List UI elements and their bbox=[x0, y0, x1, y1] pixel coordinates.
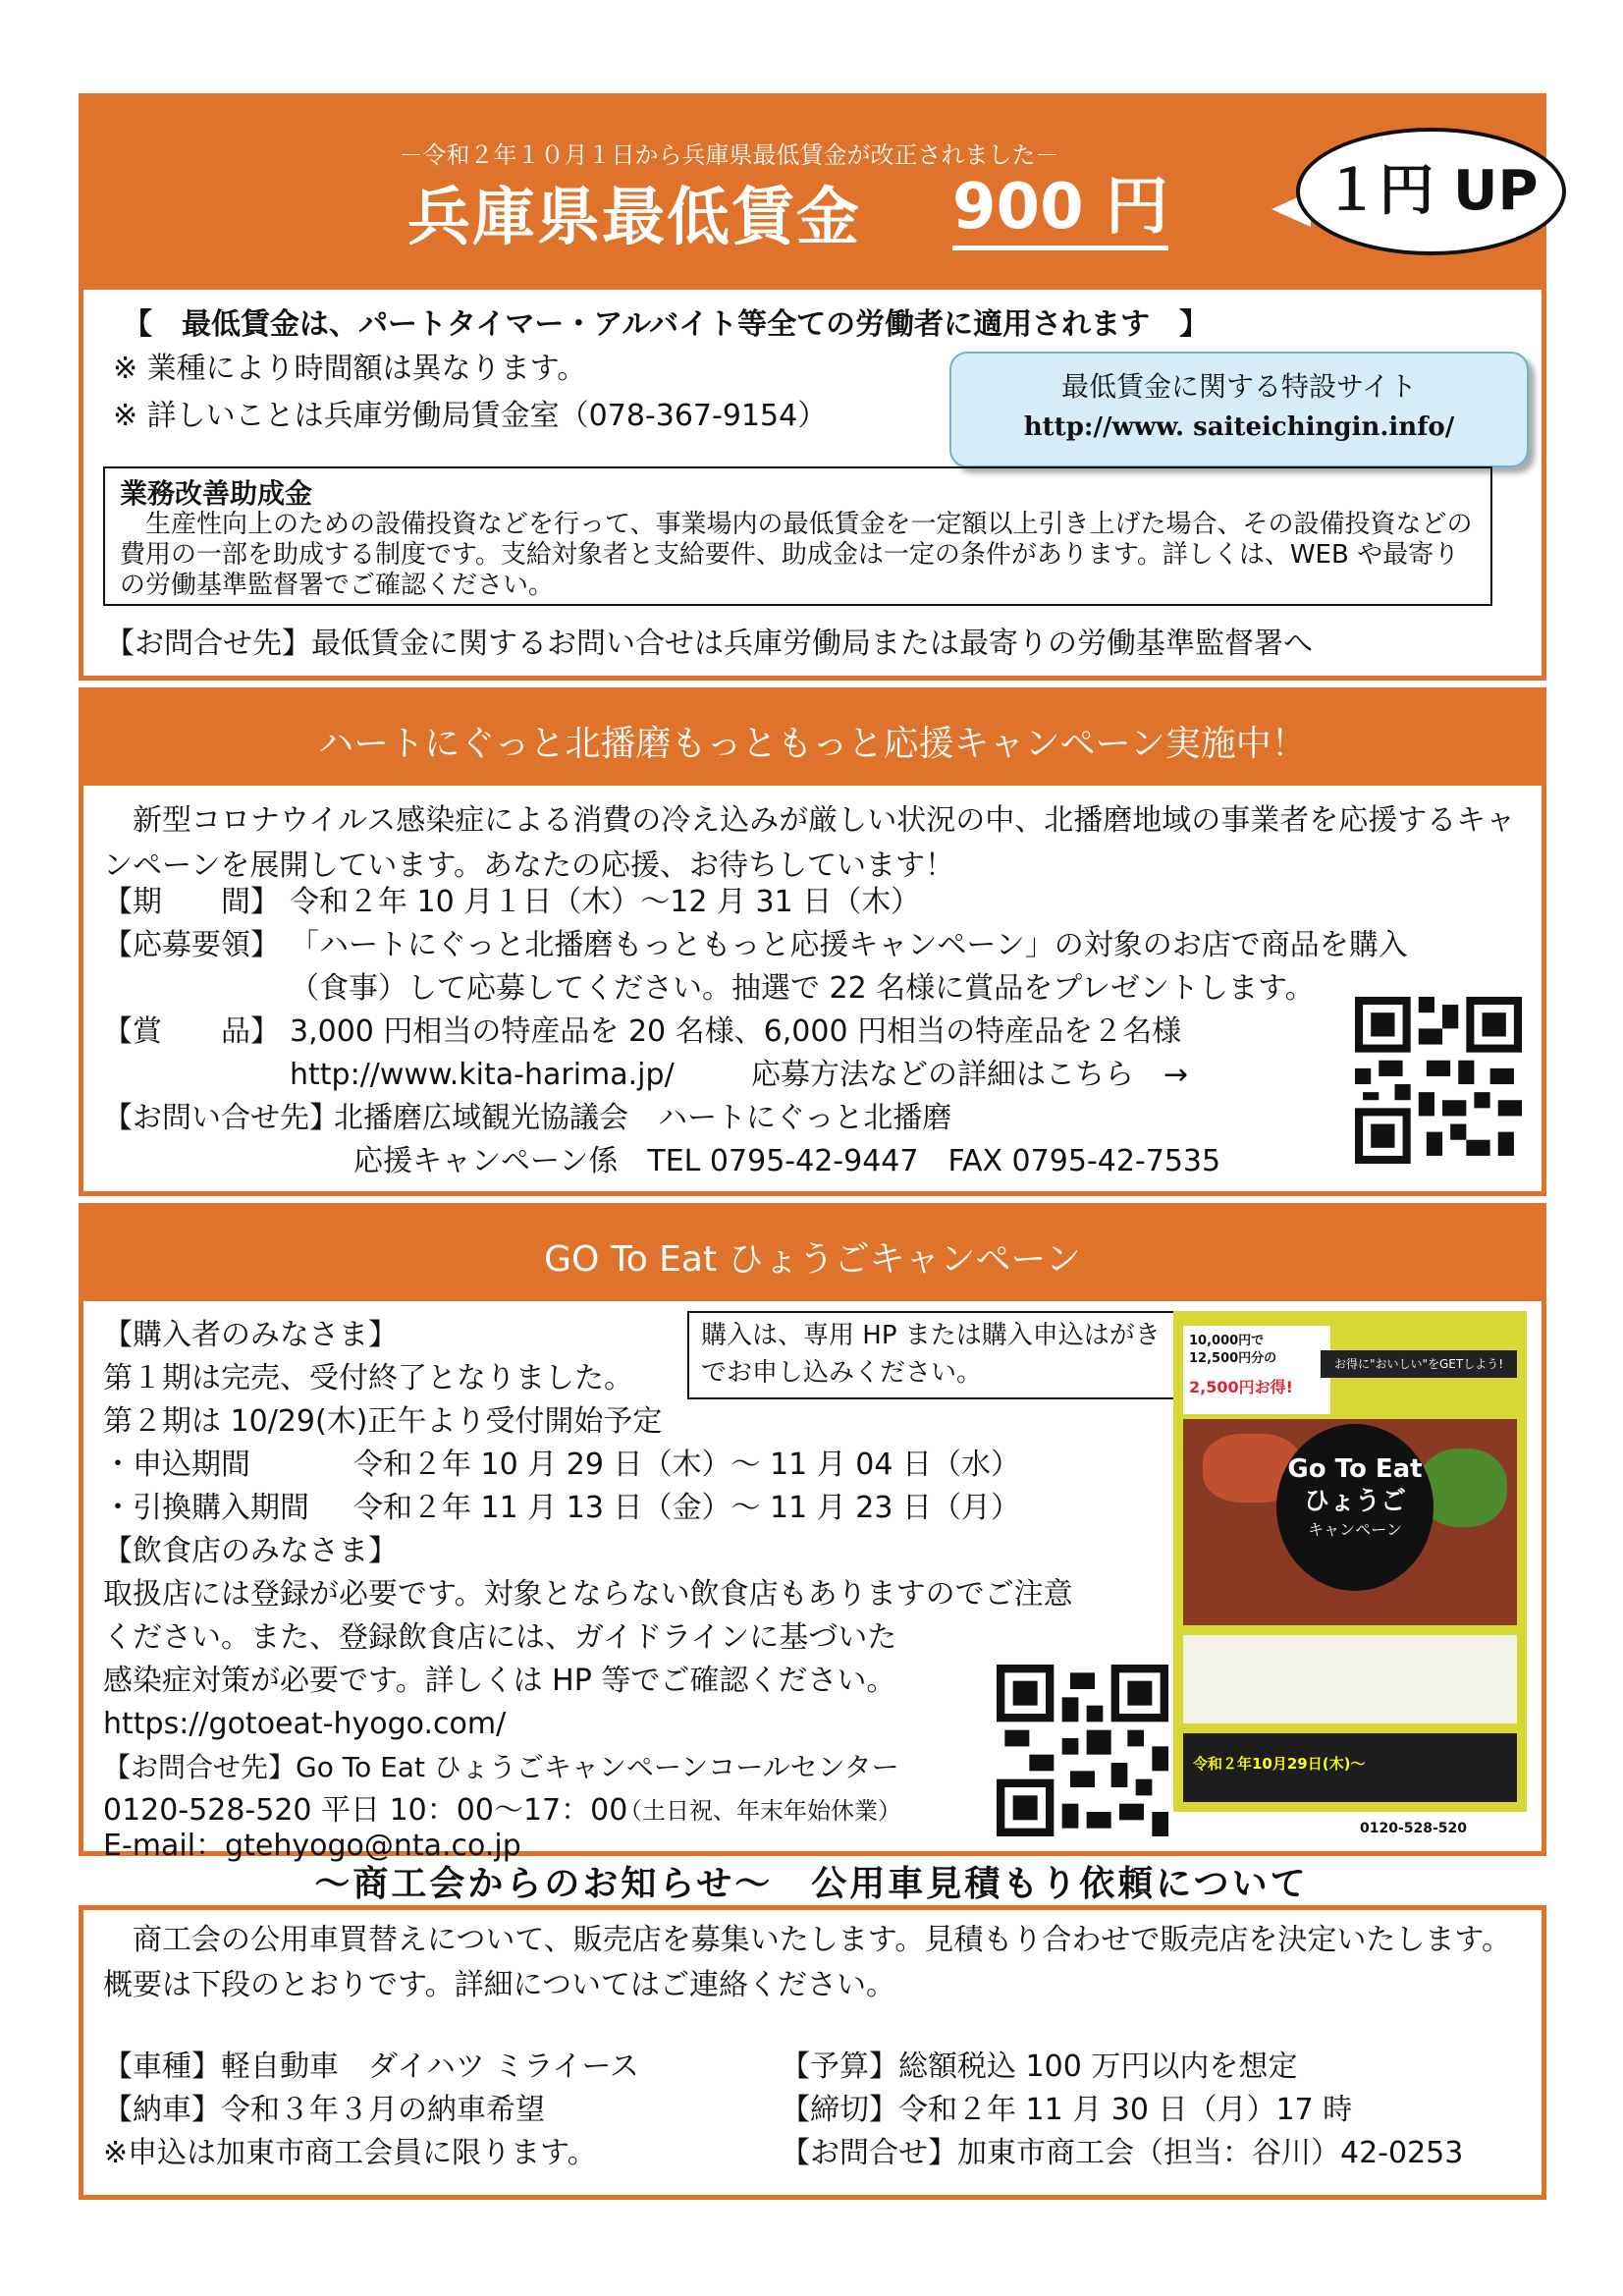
campaign-contact-1: 北播磨広域観光協議会 ハートにぐっと北播磨 bbox=[334, 1101, 952, 1135]
vehicle-quote-section bbox=[79, 1905, 1546, 2200]
increase-badge: １円 UP bbox=[1296, 128, 1566, 255]
exchange-period-value: 令和２年 11 月 13 日（金）～ 11 月 23 日（月） bbox=[353, 1491, 1020, 1525]
gotoeat-section bbox=[79, 1203, 1546, 1863]
poster-details-panel bbox=[1183, 1635, 1517, 1723]
campaign-contact-2: 応援キャンペーン係 TEL 0795-42-9447 FAX 0795-42-7535 bbox=[353, 1144, 1221, 1178]
poster-date: 令和２年10月29日(木)～ bbox=[1193, 1755, 1366, 1773]
subsidy-body: 生産性向上のための設備投資などを行って、事業場内の最低賃金を一定額以上引き上げた場合、その設備投資などの費用の一部を助成する制度です。支給対象者と支給要件、助成金は一定の条件があります。詳しくは、WEB や最寄りの労働基準監督署でご確認ください。 bbox=[120, 510, 1473, 600]
phase1-text: 第１期は完売、受付終了となりました。 bbox=[103, 1361, 633, 1395]
gotoeat-url-link[interactable]: https://gotoeat-hyogo.com/ bbox=[103, 1707, 507, 1741]
wage-contact: 【お問合せ先】最低賃金に関するお問い合せは兵庫労働局または最寄りの労働基準監督署へ bbox=[105, 627, 1313, 661]
exchange-period-label: ・引換購入期間 bbox=[103, 1491, 309, 1525]
poster-dates-panel bbox=[1183, 1733, 1517, 1802]
apply-label: 【応募要領】 bbox=[103, 928, 280, 962]
special-site-title: 最低賃金に関する特設サイト bbox=[1060, 370, 1418, 403]
apply-period-label: ・申込期間 bbox=[103, 1448, 250, 1482]
campaign-header bbox=[83, 692, 1542, 786]
apply-line-1: 「ハートにぐっと北播磨もっともっと応援キャンペーン」の対象のお店で商品を購入 bbox=[290, 928, 1408, 962]
minimum-wage-section bbox=[79, 93, 1546, 681]
special-site-box[interactable] bbox=[949, 352, 1529, 467]
vehicle-intro: 商工会の公用車買替えについて、販売店を募集いたします。見積もり合わせで販売店を決定いたします。概要は下段のとおりです。詳細についてはご連絡ください。 bbox=[103, 1923, 1511, 2002]
purchase-method-note: 購入は、専用 HP または購入申込はがきでお申し込みください。 bbox=[687, 1311, 1178, 1399]
gotoeat-header bbox=[83, 1208, 1542, 1301]
campaign-section bbox=[79, 687, 1546, 1196]
prize-value: 3,000 円相当の特産品を 20 名様、6,000 円相当の特産品を２名様 bbox=[290, 1014, 1182, 1049]
poster-title-3: キャンペーン bbox=[1308, 1520, 1402, 1539]
minimum-wage-header bbox=[83, 98, 1542, 290]
subsidy-title: 業務改善助成金 bbox=[120, 477, 313, 510]
poster-footer bbox=[1173, 1812, 1527, 1846]
campaign-contact-label: 【お問い合せ先】 bbox=[103, 1101, 339, 1135]
gotoeat-title: GO To Eat ひょうごキャンペーン bbox=[544, 1239, 1081, 1280]
gotoeat-qr-code[interactable] bbox=[997, 1665, 1168, 1836]
period-label: 【期 間】 bbox=[103, 885, 280, 919]
gotoeat-phone-note: （土日祝、年末年始休業） bbox=[619, 1797, 901, 1825]
shops-text-2: ください。また、登録飲食店には、ガイドラインに基づいた bbox=[103, 1620, 897, 1655]
minimum-wage-amount: 900 円 bbox=[952, 169, 1168, 250]
vehicle-deadline: 【締切】令和２年 11 月 30 日（月）17 時 bbox=[781, 2093, 1353, 2127]
minimum-wage-subtitle: －令和２年１０月１日から兵庫県最低賃金が改正されました－ bbox=[399, 141, 1059, 169]
poster-banner: お得に"おいしい"をGETしよう! bbox=[1321, 1350, 1517, 1378]
poster-offer-3: 2,500円お得! bbox=[1189, 1378, 1293, 1396]
note-industry: ※ 業種により時間額は異なります。 bbox=[113, 352, 587, 386]
applies-statement: 【 最低賃金は、パートタイマー・アルバイト等全ての労働者に適用されます 】 bbox=[123, 307, 1210, 342]
period-value: 令和２年 10 月１日（木）～12 月 31 日（木） bbox=[290, 885, 921, 919]
poster-offer-2: 12,500円分の bbox=[1189, 1351, 1277, 1366]
vehicle-contact: 【お問合せ】加東市商工会（担当：谷川）42-0253 bbox=[781, 2136, 1464, 2170]
vehicle-type: 【車種】軽自動車 ダイハツ ミライース bbox=[103, 2050, 639, 2084]
subsidy-box bbox=[103, 466, 1492, 606]
poster-offer-box bbox=[1183, 1326, 1330, 1414]
minimum-wage-title: 兵庫県最低賃金 bbox=[407, 182, 861, 254]
campaign-title: ハートにぐっと北播磨もっともっと応援キャンペーン実施中！ bbox=[318, 724, 1307, 764]
poster-logo-circle bbox=[1276, 1424, 1434, 1591]
notice-title: ～商工会からのお知らせ～ 公用車見積もり依頼について bbox=[314, 1864, 1309, 1904]
campaign-url-link[interactable]: http://www.kita-harima.jp/ bbox=[290, 1058, 675, 1092]
gotoeat-contact-heading: 【お問合せ先】Go To Eat ひょうごキャンペーンコールセンター bbox=[103, 1751, 899, 1783]
members-only-note: ※申込は加東市商工会員に限ります。 bbox=[103, 2136, 597, 2170]
gotoeat-poster bbox=[1173, 1311, 1527, 1846]
poster-title-1: Go To Eat bbox=[1287, 1454, 1423, 1484]
poster-offer-1: 10,000円で bbox=[1189, 1334, 1265, 1348]
note-contact: ※ 詳しいことは兵庫労働局賃金室（078-367-9154） bbox=[113, 399, 828, 433]
apply-line-2: （食事）して応募してください。抽選で 22 名様に賞品をプレゼントします。 bbox=[290, 971, 1315, 1006]
vehicle-delivery: 【納車】令和３年３月の納車希望 bbox=[103, 2093, 545, 2127]
shops-text-1: 取扱店には登録が必要です。対象とならない飲食店もありますのでご注意 bbox=[103, 1577, 1073, 1612]
phase2-text: 第２期は 10/29(木)正午より受付開始予定 bbox=[103, 1404, 663, 1439]
special-site-link[interactable]: http://www. saiteichingin.info/ bbox=[1023, 412, 1455, 442]
campaign-intro: 新型コロナウイルス感染症による消費の冷え込みが厳しい状況の中、北播磨地域の事業者を応援するキャンペーンを展開しています。あなたの応援、お待ちしています！ bbox=[103, 803, 1516, 883]
apply-period-value: 令和２年 10 月 29 日（木）～ 11 月 04 日（水） bbox=[353, 1448, 1020, 1482]
vehicle-budget: 【予算】総額税込 100 万円以内を想定 bbox=[781, 2050, 1298, 2084]
gotoeat-phone: 0120-528-520 平日 10：00～17：00 bbox=[103, 1793, 628, 1828]
shops-text-3: 感染症対策が必要です。詳しくは HP 等でご確認ください。 bbox=[103, 1664, 896, 1698]
buyers-heading: 【購入者のみなさま】 bbox=[103, 1318, 398, 1352]
poster-title-2: ひょうご bbox=[1303, 1487, 1406, 1516]
campaign-url-note: 応募方法などの詳細はこちら → bbox=[751, 1058, 1189, 1092]
prize-label: 【賞 品】 bbox=[103, 1014, 280, 1049]
campaign-qr-code[interactable] bbox=[1355, 997, 1522, 1164]
shops-heading: 【飲食店のみなさま】 bbox=[103, 1534, 398, 1568]
gotoeat-email[interactable]: E-mail：gtehyogo@nta.co.jp bbox=[103, 1829, 521, 1863]
poster-phone: 0120-528-520 bbox=[1360, 1821, 1468, 1836]
